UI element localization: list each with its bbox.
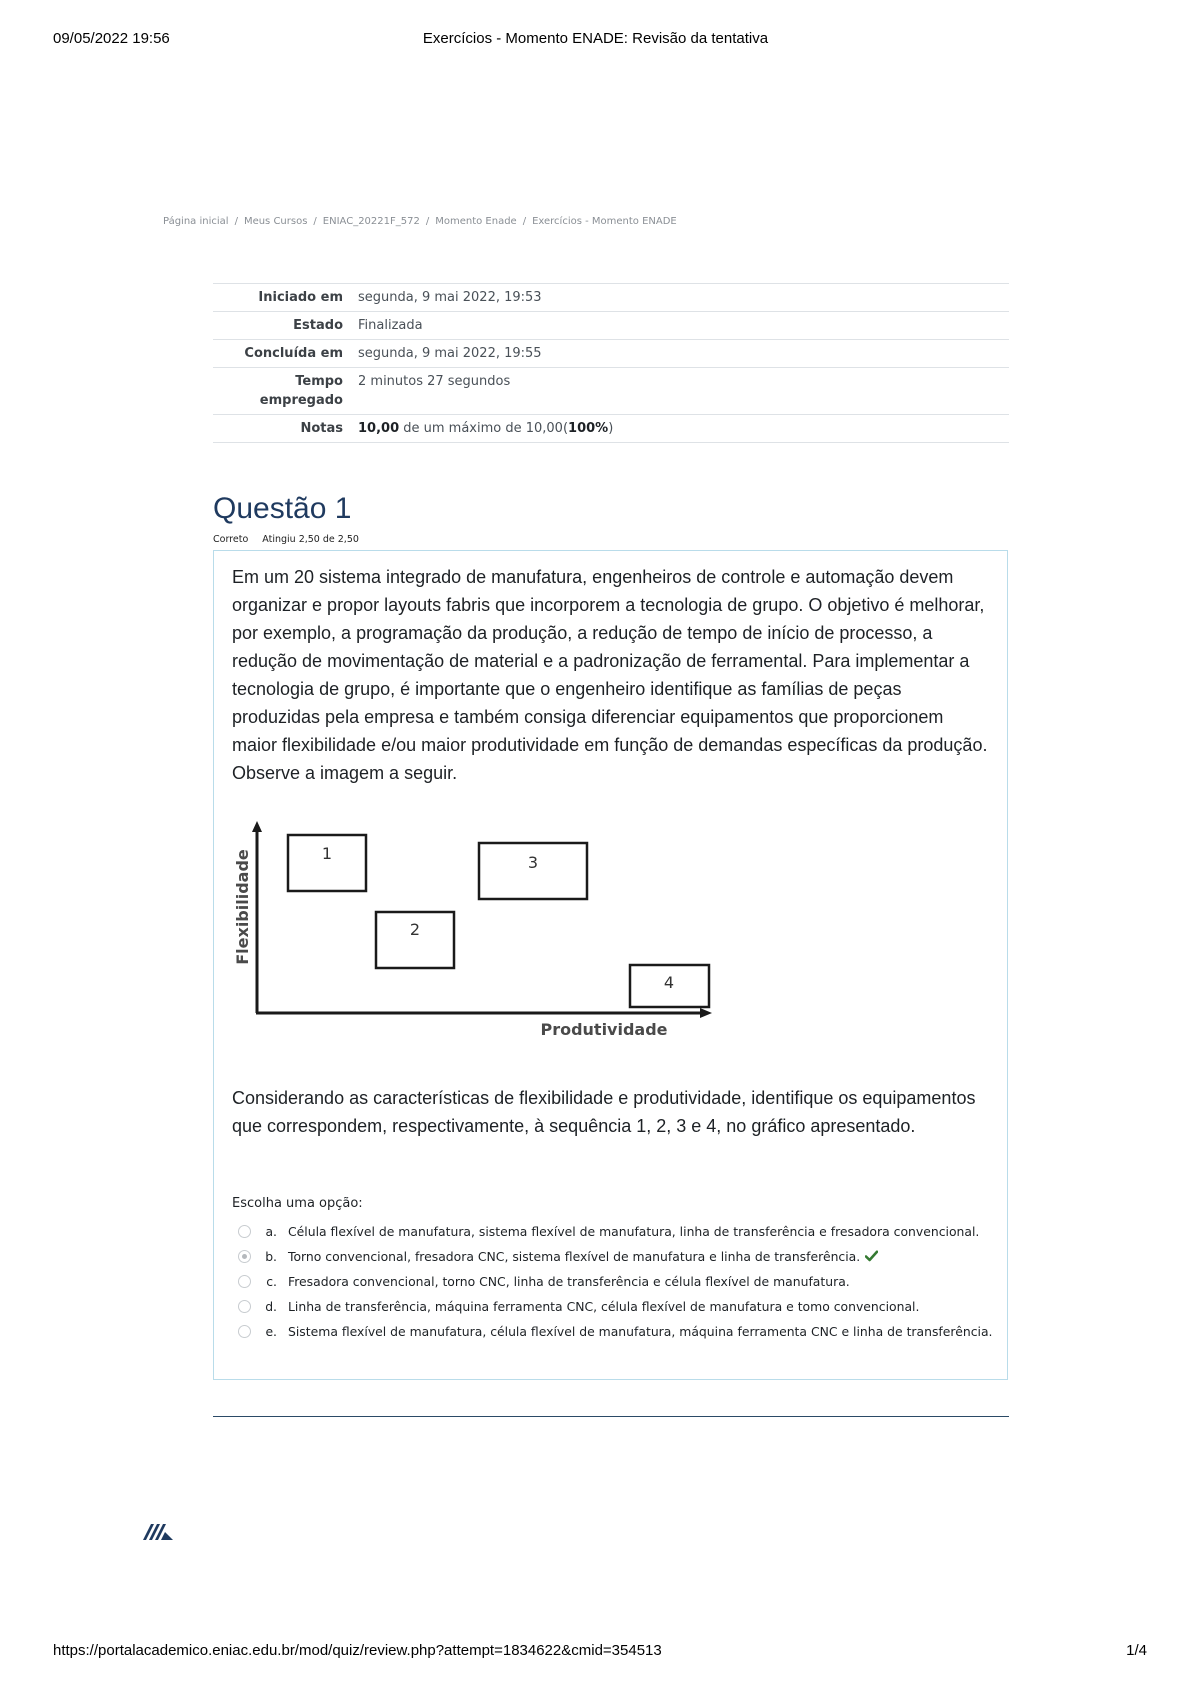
- summary-label: Notas: [300, 421, 343, 436]
- question-status: Correto: [213, 534, 249, 545]
- choose-option-label: Escolha uma opção:: [232, 1196, 363, 1211]
- question-title: Questão 1: [213, 492, 352, 525]
- radio-button[interactable]: [238, 1325, 251, 1338]
- summary-row-grade: [213, 415, 1009, 443]
- summary-label: Concluída em: [244, 346, 343, 361]
- answer-option-d[interactable]: [238, 1296, 1008, 1317]
- answer-options: [238, 1221, 1008, 1346]
- question-figure: [232, 817, 712, 1042]
- summary-value: [351, 415, 1009, 443]
- radio-button[interactable]: [238, 1225, 251, 1238]
- grade-percent: 100%: [568, 421, 609, 436]
- summary-label-line: Tempo: [295, 374, 343, 389]
- option-text: Fresadora convencional, torno CNC, linha de transferência e célula flexível de manufatura.: [288, 1274, 850, 1289]
- summary-row-state: [213, 312, 1009, 340]
- option-letter: d.: [265, 1299, 277, 1314]
- option-letter: b.: [265, 1249, 277, 1264]
- x-axis-label: Produtividade: [540, 1020, 668, 1039]
- breadcrumb-item-course[interactable]: ENIAC_20221F_572: [322, 216, 420, 227]
- answer-option-b[interactable]: [238, 1246, 1008, 1267]
- breadcrumb-item-quiz[interactable]: Exercícios - Momento ENADE: [532, 216, 677, 227]
- print-date: 09/05/2022 19:56: [53, 30, 170, 47]
- figure-box-label: 4: [663, 973, 675, 992]
- breadcrumb: [163, 216, 677, 227]
- y-axis-arrow: [252, 821, 262, 832]
- summary-value: Finalizada: [358, 318, 423, 333]
- radio-button-selected[interactable]: [238, 1250, 251, 1263]
- answer-option-e[interactable]: [238, 1321, 1008, 1342]
- summary-value: segunda, 9 mai 2022, 19:53: [358, 290, 542, 305]
- answer-option-c[interactable]: [238, 1271, 1008, 1292]
- option-text: Linha de transferência, máquina ferramenta CNC, célula flexível de manufatura e tomo convencional.: [288, 1299, 920, 1314]
- breadcrumb-separator: /: [313, 216, 317, 227]
- summary-row-started: [213, 284, 1009, 312]
- breadcrumb-item-my-courses[interactable]: Meus Cursos: [243, 216, 308, 227]
- figure-box-label: 2: [409, 920, 421, 939]
- grade-max: de um máximo de 10,00(: [399, 421, 569, 436]
- option-text: Sistema flexível de manufatura, célula flexível de manufatura, máquina ferramenta CNC e linha de transferência.: [288, 1324, 993, 1339]
- x-axis-arrow: [700, 1008, 712, 1018]
- radio-button[interactable]: [238, 1275, 251, 1288]
- question-content-box: [213, 550, 1008, 1380]
- option-text: Torno convencional, fresadora CNC, sistema flexível de manufatura e linha de transferência.: [288, 1249, 861, 1264]
- summary-value: 2 minutos 27 segundos: [358, 374, 511, 389]
- option-letter: c.: [266, 1274, 277, 1289]
- y-axis-label: Flexibilidade: [233, 849, 252, 965]
- attempt-summary-table: [213, 283, 1009, 443]
- breadcrumb-separator: /: [522, 216, 527, 227]
- breadcrumb-separator: /: [234, 216, 238, 227]
- eniac-logo-icon: [143, 1522, 173, 1540]
- breadcrumb-item-home[interactable]: Página inicial: [163, 216, 229, 227]
- section-divider: [213, 1416, 1009, 1417]
- grade-close: ): [608, 421, 614, 436]
- page-number: 1/4: [1126, 1642, 1147, 1659]
- option-letter: e.: [265, 1324, 277, 1339]
- option-text: Célula flexível de manufatura, sistema flexível de manufatura, linha de transferência e fresadora convencional.: [288, 1224, 980, 1239]
- answer-option-a[interactable]: [238, 1221, 1008, 1242]
- question-text: Em um 20 sistema integrado de manufatura, engenheiros de controle e automação devem organizar e propor layouts fabris que incorporem a tecnologia de grupo. O objetivo é melhorar, por exemplo, a programação da produção, a redução de tempo de início de processo, a redução de movimentação de material e a padronização de ferramental. Para implementar a tecnologia de grupo, é importante que o engenheiro identifique as famílias de peças produzidas pela empresa e também consiga diferenciar equipamentos que proporcionem maior flexibilidade e/ou maior produtividade em função de demandas específicas da produção. Observe a imagem a seguir.: [232, 567, 988, 783]
- figure-box-label: 1: [321, 844, 333, 863]
- question-mark: Atingiu 2,50 de 2,50: [262, 534, 359, 545]
- breadcrumb-item-section[interactable]: Momento Enade: [435, 216, 517, 227]
- question-state: [213, 534, 359, 545]
- option-letter: a.: [265, 1224, 277, 1239]
- summary-label: Estado: [293, 318, 343, 333]
- correct-check-icon: [865, 1250, 878, 1262]
- summary-label: Iniciado em: [258, 290, 343, 305]
- option-text-wrap: [288, 1246, 1008, 1267]
- summary-row-time: [213, 368, 1009, 415]
- breadcrumb-separator: /: [425, 216, 430, 227]
- summary-value: segunda, 9 mai 2022, 19:55: [358, 346, 542, 361]
- radio-button[interactable]: [238, 1300, 251, 1313]
- summary-label: [213, 368, 351, 415]
- question-prompt: Considerando as características de flexibilidade e produtividade, identifique os equipamentos que correspondem, respectivamente, à sequência 1, 2, 3 e 4, no gráfico apresentado.: [232, 1088, 976, 1136]
- print-url: https://portalacademico.eniac.edu.br/mod/quiz/review.php?attempt=1834622&cmid=354513: [53, 1642, 662, 1659]
- grade-score: 10,00: [358, 421, 400, 436]
- figure-box-label: 3: [527, 853, 539, 872]
- summary-label-line: empregado: [259, 393, 343, 408]
- summary-row-completed: [213, 340, 1009, 368]
- print-title: Exercícios - Momento ENADE: Revisão da tentativa: [422, 30, 769, 47]
